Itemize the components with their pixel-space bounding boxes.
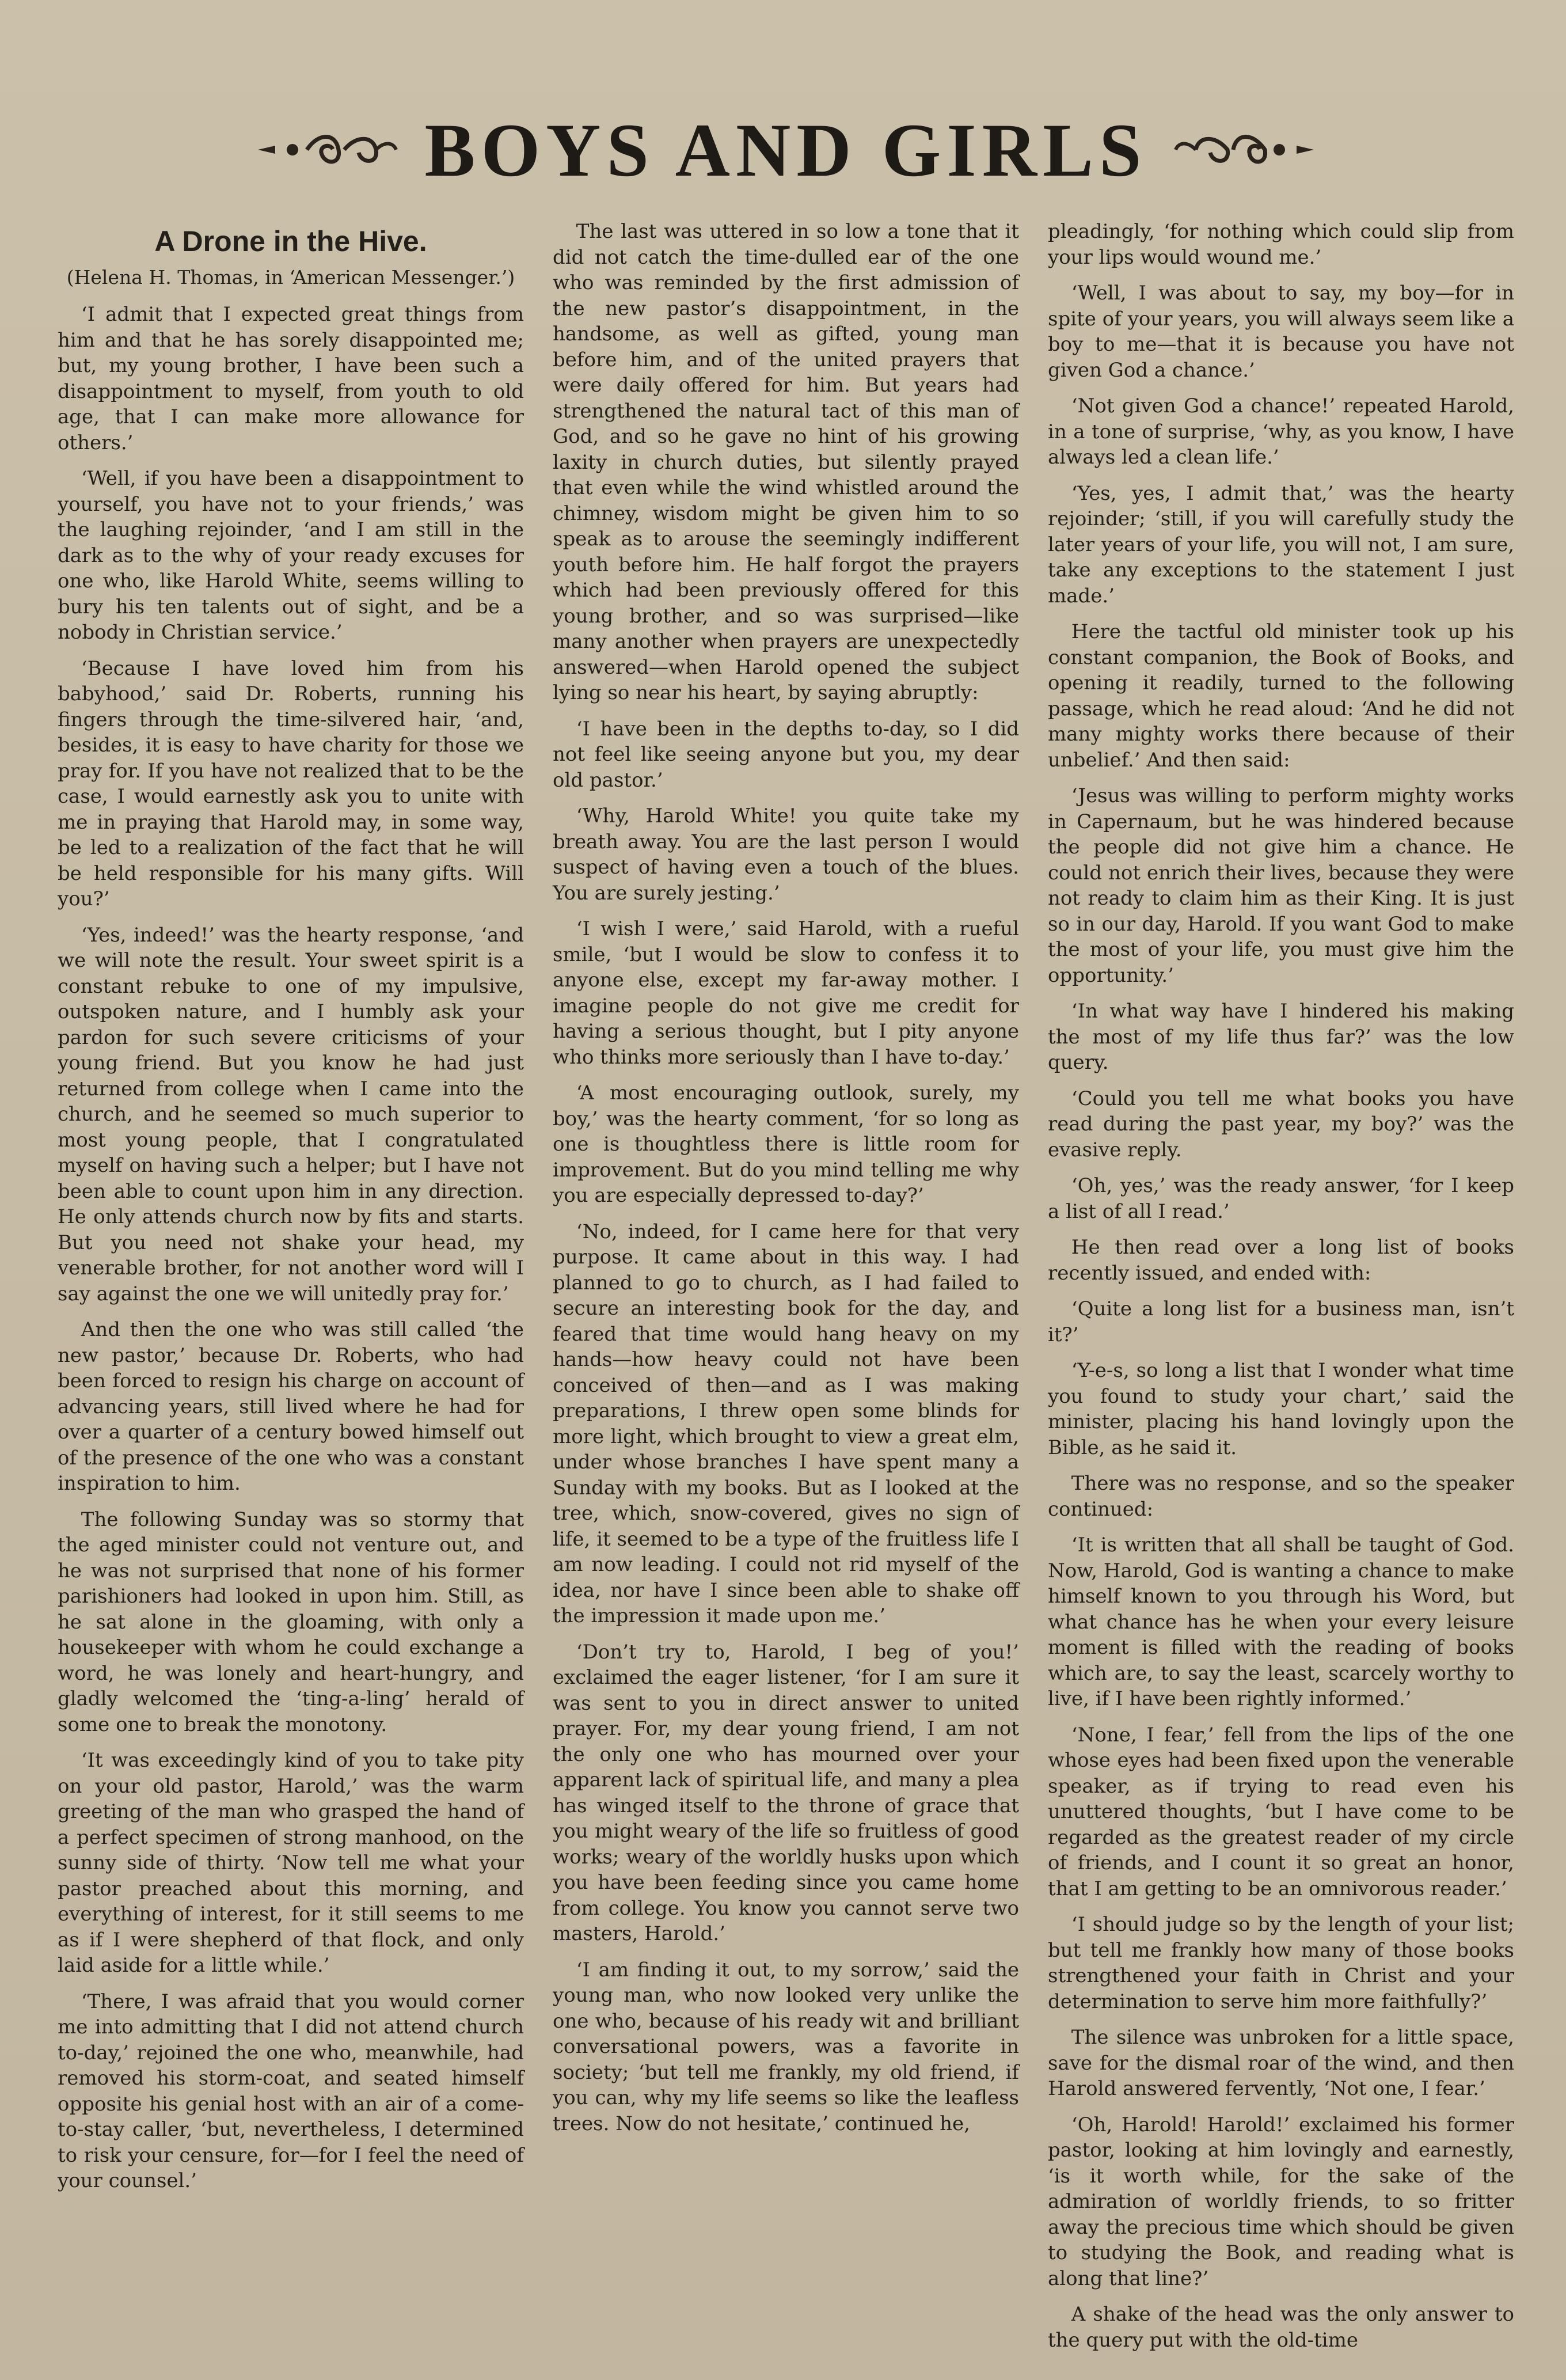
- paragraph: ‘Oh, yes,’ was the ready answer, ‘for I keep a list of all I read.’: [1048, 1174, 1514, 1223]
- paragraph: There was no response, and so the speaker continued:: [1048, 1472, 1514, 1521]
- paragraph: ‘Yes, indeed!’ was the hearty response, ‘and we will note the result. Your sweet spirit is a constant rebuke to one of my impulsive, outspoken nature, and I humbly ask your pardon for such severe criticisms of your young friend. But you know he had just returned from college when I came into the church, and he seemed so much superior to most young people, that I congratulated myself on having such a helper; but I have not been able to count upon him in any direction. He only attends church now by fits and starts. But you need not shake your head, my venerable brother, for not another word will I say against the one we will unitedly pray for.’: [58, 923, 524, 1305]
- paragraph: And then the one who was still called ‘the new pastor,’ because Dr. Roberts, who had been forced to resign his charge on account of advancing years, still lived where he had for over a quarter of a century bowed himself out of the presence of the one who was a constant inspiration to him.: [58, 1318, 524, 1495]
- paragraph: ‘Yes, yes, I admit that,’ was the hearty rejoinder; ‘still, if you will carefully study the later years of your life, you will not, I am sure, take any exceptions to the statement I just made.’: [1048, 481, 1514, 608]
- paragraph: ‘Y-e-s, so long a list that I wonder what time you found to study your chart,’ said the minister, placing his hand lovingly upon the Bible, as he said it.: [1048, 1359, 1514, 1459]
- column-3: [1048, 219, 1514, 2363]
- paragraph: ‘I admit that I expected great things from him and that he has sorely disappointed me; but, my young brother, I have been such a disappointment to myself, from youth to old age, that I can make more allowance for others.’: [58, 303, 524, 454]
- paragraph: ‘Well, if you have been a disappointment to yourself, you have not to your friends,’ was the laughing rejoinder, ‘and I am still in the dark as to the why of your ready excuses for one who, like Harold White, seems willing to bury his ten talents out of sight, and be a nobody in Christian service.’: [58, 467, 524, 644]
- paragraph: Here the tactful old minister took up his constant companion, the Book of Books, and opening it readily, turned to the following passage, which he read aloud: ‘And he did not many mighty works there because of their unbelief.’ And then said:: [1048, 620, 1514, 772]
- article-byline: (Helena H. Thomas, in ‘American Messenger.’): [66, 266, 515, 289]
- paragraph: ‘Jesus was willing to perform mighty works in Capernaum, but he was hindered because the people did not give him a chance. He could not enrich their lives, because they were not ready to claim him as their King. It is just so in our day, Harold. If you want God to make the most of your life, you must give him the opportunity.’: [1048, 784, 1514, 987]
- paragraph: pleadingly, ‘for nothing which could slip from your lips would wound me.’: [1048, 220, 1514, 269]
- paragraph: The following Sunday was so stormy that the aged minister could not venture out, and he was not surprised that none of his former parishioners had looked in upon him. Still, as he sat alone in the gloaming, with only a housekeeper with whom he could exchange a word, he was lonely and heart-hungry, and gladly welcomed the ‘ting-a-ling’ herald of some one to break the monotony.: [58, 1508, 524, 1736]
- paragraph: ‘Could you tell me what books you have read during the past year, my boy?’ was the evasive reply.: [1048, 1087, 1514, 1161]
- paragraph: ‘Why, Harold White! you quite take my breath away. You are the last person I would suspect of having even a touch of the blues. You are surely jesting.’: [553, 804, 1019, 905]
- paragraph: ‘Not given God a chance!’ repeated Harold, in a tone of surprise, ‘why, as you know, I have always led a clean life.’: [1048, 394, 1514, 469]
- paragraph: ‘None, I fear,’ fell from the lips of the one whose eyes had been fixed upon the venerable speaker, as if trying to read even his unuttered thoughts, ‘but I have come to be regarded as the greatest reader of my circle of friends, and I count it so great an honor, that I am getting to be an omnivorous reader.’: [1048, 1723, 1514, 1900]
- paragraph: ‘No, indeed, for I came here for that very purpose. It came about in this way. I had planned to go to church, as I had failed to secure an interesting book for the day, and feared that time would hang heavy on my hands—how heavy could not have been conceived of then—and as I was making preparations, I threw open some blinds for more light, which brought to view a great elm, under whose branches I have spent many a Sunday with my books. But as I looked at the tree, which, snow-covered, gives no sign of life, it seemed to be a type of the fruitless life I am now leading. I could not rid myself of the idea, nor have I since been able to shake off the impression it made upon me.’: [553, 1220, 1019, 1627]
- paragraph: ‘Don’t try to, Harold, I beg of you!’ exclaimed the eager listener, ‘for I am sure it was sent to you in direct answer to united prayer. For, my dear young friend, I am not the only one who has mourned over your apparent lack of spiritual life, and many a plea has winged itself to the throne of grace that you might weary of the life so fruitless of good works; weary of the worldly husks upon which you have been feeding since you came home from college. You know you cannot serve two masters, Harold.’: [553, 1640, 1019, 1945]
- paragraph: He then read over a long list of books recently issued, and ended with:: [1048, 1236, 1514, 1285]
- paragraph: The last was uttered in so low a tone that it did not catch the time-dulled ear of the one who was reminded by the first admission of the new pastor’s disappointment, in the handsome, as well as gifted, young man before him, and of the united prayers that were daily offered for him. But years had strengthened the natural tact of this man of God, and so he gave no hint of his growing laxity in church duties, but silently prayed that even while the wind whistled around the chimney, wisdom might be given him to so speak as to arouse the seemingly indifferent youth before him. He half forgot the prayers which had been previously offered for this young brother, and so was surprised—like many another when prayers are unexpectedly answered—when Harold opened the subject lying so near his heart, by saying abruptly:: [553, 220, 1019, 704]
- right-flourish-ornament: [1170, 130, 1320, 170]
- paragraph: ‘A most encouraging outlook, surely, my boy,’ was the hearty comment, ‘for so long as one is thoughtless there is little room for improvement. But do you mind telling me why you are especially depressed to-day?’: [553, 1081, 1019, 1207]
- paragraph: ‘In what way have I hindered his making the most of my life thus far?’ was the low query.: [1048, 1000, 1514, 1074]
- article-title: A Drone in the Hive.: [154, 225, 427, 257]
- section-masthead: [58, 104, 1514, 196]
- section-title: BOYS AND GIRLS: [424, 107, 1147, 192]
- column-1: [58, 219, 524, 2363]
- paragraph: ‘I wish I were,’ said Harold, with a rueful smile, ‘but I would be slow to confess it to anyone else, except my far-away mother. I imagine people do not give me credit for having a serious thought, but I pity anyone who thinks more seriously than I have to-day.’: [553, 917, 1019, 1069]
- paragraph: ‘I have been in the depths to-day, so I did not feel like seeing anyone but you, my dear old pastor.’: [553, 717, 1019, 792]
- paragraph: ‘I am finding it out, to my sorrow,’ said the young man, who now looked very unlike the one who, because of his ready wit and brilliant conversational powers, was a favorite in society; ‘but tell me frankly, my old friend, if you can, why my life seems so like the leafless trees. Now do not hesitate,’ continued he,: [553, 1958, 1019, 2135]
- paragraph: ‘It was exceedingly kind of you to take pity on your old pastor, Harold,’ was the warm greeting of the man who grasped the hand of a perfect specimen of strong manhood, on the sunny side of thirty. ‘Now tell me what your pastor preached about this morning, and everything of interest, for it still seems to me as if I were shepherd of that flock, and only laid aside for a little while.’: [58, 1749, 524, 1977]
- paragraph: ‘Oh, Harold! Harold!’ exclaimed his former pastor, looking at him lovingly and earnestly, ‘is it worth while, for the sake of the admiration of worldly friends, to so fritter away the precious time which should be given to studying the Book, and reading what is along that line?’: [1048, 2113, 1514, 2290]
- paragraph: The silence was unbroken for a little space, save for the dismal roar of the wind, and then Harold answered fervently, ‘Not one, I fear.’: [1048, 2026, 1514, 2100]
- article-columns: [58, 219, 1514, 2352]
- paragraph: ‘I should judge so by the length of your list; but tell me frankly how many of those books strengthened your faith in Christ and your determination to serve him more faithfully?’: [1048, 1913, 1514, 2013]
- paragraph: ‘There, I was afraid that you would corner me into admitting that I did not attend church to-day,’ rejoined the one who, meanwhile, had removed his storm-coat, and seated himself opposite his genial host with an air of a come-to-stay caller, ‘but, nevertheless, I determined to risk your censure, for—for I feel the need of your counsel.’: [58, 1990, 524, 2192]
- paragraph: ‘It is written that all shall be taught of God. Now, Harold, God is wanting a chance to make himself known to you through his Word, but what chance has he when your every leisure moment is filled with the reading of books which are, to say the least, scarcely worthy to live, if I have been rightly informed.’: [1048, 1533, 1514, 1710]
- left-flourish-ornament: [252, 130, 402, 170]
- paragraph: ‘Because I have loved him from his babyhood,’ said Dr. Roberts, running his fingers through the time-silvered hair, ‘and, besides, it is easy to have charity for those we pray for. If you have not realized that to be the case, I would earnestly ask you to unite with me in praying that Harold may, in some way, be led to a realization of the fact that he will be held responsible for his many gifts. Will you?’: [58, 656, 524, 910]
- paragraph: ‘Well, I was about to say, my boy—for in spite of your years, you will always seem like a boy to me—that it is because you have not given God a chance.’: [1048, 282, 1514, 382]
- paragraph: A shake of the head was the only answer to the query put with the old-time: [1048, 2303, 1514, 2352]
- column-2: [553, 219, 1019, 2363]
- paragraph: ‘Quite a long list for a business man, isn’t it?’: [1048, 1297, 1514, 1346]
